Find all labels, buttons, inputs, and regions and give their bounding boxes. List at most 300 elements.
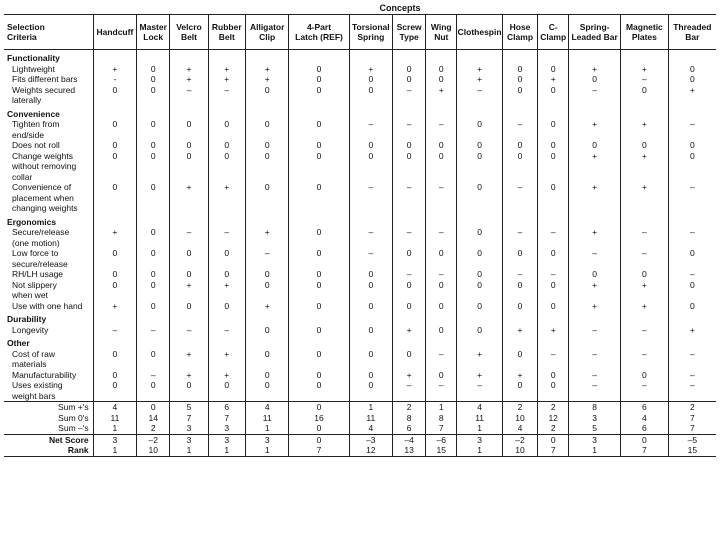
rating-cell: 0 [349, 269, 393, 280]
rating-cell: 0 [569, 74, 621, 85]
rating-cell: – [426, 380, 457, 402]
rating-cell: + [170, 370, 208, 381]
sum-cell: 8 [393, 413, 426, 424]
rating-cell: + [569, 227, 621, 248]
criterion-label: Weights secured laterally [12, 84, 76, 105]
sum-cell: 1 [93, 423, 137, 434]
rating-cell: + [621, 64, 669, 75]
empty-cell [393, 106, 426, 120]
empty-cell [426, 311, 457, 325]
rating-cell: 0 [538, 380, 569, 402]
rating-cell: + [457, 349, 503, 370]
empty-cell [289, 214, 349, 228]
rating-cell: 0 [668, 280, 716, 301]
rating-cell: 0 [538, 370, 569, 381]
rating-cell: 0 [170, 151, 208, 183]
empty-cell [93, 311, 137, 325]
rating-cell: 0 [668, 74, 716, 85]
rating-cell: 0 [502, 140, 537, 151]
rating-cell: – [502, 269, 537, 280]
empty-cell [170, 50, 208, 64]
rating-cell: 0 [502, 85, 537, 106]
matrix-body [4, 50, 716, 457]
rating-cell: + [457, 64, 503, 75]
rating-cell: + [208, 64, 245, 75]
category-label: Durability [7, 314, 47, 324]
sum-cell: 3 [569, 413, 621, 424]
rating-cell: 0 [170, 301, 208, 312]
rating-cell: + [621, 301, 669, 312]
rating-cell: 0 [457, 269, 503, 280]
rating-cell: 0 [393, 151, 426, 183]
category-label: Ergonomics [7, 216, 57, 227]
criterion-label: Change weights without removing collar [12, 150, 77, 182]
selection-criteria-header: Selection Criteria [4, 15, 93, 50]
rating-cell: – [393, 85, 426, 106]
rating-cell: 0 [245, 140, 289, 151]
empty-cell [668, 335, 716, 349]
rating-cell: + [208, 280, 245, 301]
rating-cell: – [208, 85, 245, 106]
rating-cell: 0 [426, 280, 457, 301]
rating-cell: + [208, 74, 245, 85]
rating-cell: 0 [245, 182, 289, 214]
rating-cell: 0 [393, 140, 426, 151]
rating-cell: 0 [538, 280, 569, 301]
empty-cell [668, 106, 716, 120]
criterion-row [4, 269, 716, 280]
net-score-label: Net Score [4, 434, 93, 445]
rating-cell: 0 [137, 380, 170, 402]
rating-cell: + [208, 349, 245, 370]
rating-cell: - [93, 74, 137, 85]
rating-cell: 0 [289, 182, 349, 214]
rating-cell: + [569, 301, 621, 312]
sum-cell: 6 [621, 423, 669, 434]
rating-cell: 0 [93, 280, 137, 301]
rating-cell: – [668, 349, 716, 370]
rating-cell: 0 [426, 370, 457, 381]
empty-cell [349, 335, 393, 349]
criterion-row [4, 380, 716, 402]
concept-header: Velcro Belt [170, 15, 208, 50]
sum-cell: 1 [349, 402, 393, 413]
sum-cell: 6 [208, 402, 245, 413]
concept-header: Rubber Belt [208, 15, 245, 50]
empty-cell [457, 50, 503, 64]
empty-cell [349, 106, 393, 120]
rating-cell: 0 [538, 140, 569, 151]
category-label: Other [7, 338, 30, 348]
rating-cell: + [668, 325, 716, 336]
category-label: Convenience [7, 108, 60, 119]
sum-cell: 1 [457, 423, 503, 434]
rating-cell: 0 [93, 140, 137, 151]
criterion-label: Lightweight [12, 63, 56, 74]
empty-cell [289, 106, 349, 120]
rating-cell: 0 [538, 248, 569, 269]
sum-cell: 2 [538, 402, 569, 413]
empty-cell [621, 335, 669, 349]
rating-cell: + [93, 301, 137, 312]
rating-cell: + [502, 325, 537, 336]
rating-cell: + [457, 74, 503, 85]
concept-header: Hose Clamp [502, 15, 537, 50]
empty-cell [137, 50, 170, 64]
net-score-cell: 3 [245, 434, 289, 445]
rating-cell: + [569, 151, 621, 183]
rating-cell: + [208, 370, 245, 381]
empty-cell [426, 50, 457, 64]
criterion-row [4, 349, 716, 370]
sum-cell: 2 [137, 423, 170, 434]
criterion-label: Does not roll [12, 140, 60, 150]
rating-cell: 0 [93, 182, 137, 214]
rating-cell: 0 [668, 151, 716, 183]
empty-cell [538, 335, 569, 349]
empty-cell [289, 335, 349, 349]
sum-cell: 2 [668, 402, 716, 413]
rating-cell: 0 [289, 64, 349, 75]
concept-header: Spring- Leaded Bar [569, 15, 621, 50]
rating-cell: – [426, 182, 457, 214]
empty-cell [621, 214, 669, 228]
rank-cell: 10 [137, 445, 170, 456]
rating-cell: 0 [349, 140, 393, 151]
rating-cell: 0 [457, 119, 503, 140]
sum-row [4, 413, 716, 424]
rating-cell: 0 [208, 269, 245, 280]
header-row [4, 15, 716, 50]
concept-header: Alligator Clip [245, 15, 289, 50]
concept-header: Screw Type [393, 15, 426, 50]
rating-cell: 0 [93, 380, 137, 402]
empty-cell [137, 106, 170, 120]
rating-cell: 0 [569, 269, 621, 280]
criterion-label: Use with one hand [12, 300, 83, 311]
empty-cell [208, 214, 245, 228]
rating-cell: – [457, 380, 503, 402]
criterion-row [4, 248, 716, 269]
net-score-cell: –4 [393, 434, 426, 445]
empty-cell [245, 50, 289, 64]
rating-cell: + [208, 182, 245, 214]
net-score-cell: 3 [93, 434, 137, 445]
criterion-label: Secure/release (one motion) [12, 227, 70, 248]
rating-cell: 0 [426, 151, 457, 183]
rating-cell: 0 [393, 74, 426, 85]
rating-cell: 0 [457, 227, 503, 248]
sum-cell: 4 [457, 402, 503, 413]
rating-cell: + [426, 85, 457, 106]
rating-cell: 0 [208, 248, 245, 269]
rating-cell: + [245, 64, 289, 75]
rating-cell: 0 [245, 119, 289, 140]
rating-cell: 0 [538, 151, 569, 183]
empty-cell [569, 214, 621, 228]
rank-cell: 7 [621, 445, 669, 456]
rating-cell: 0 [289, 248, 349, 269]
rank-cell: 15 [668, 445, 716, 456]
concept-selection-matrix [4, 14, 716, 457]
empty-cell [538, 50, 569, 64]
rating-cell: 0 [170, 140, 208, 151]
empty-cell [349, 214, 393, 228]
empty-cell [457, 214, 503, 228]
empty-cell [245, 335, 289, 349]
sum-cell: 5 [569, 423, 621, 434]
rating-cell: 0 [426, 74, 457, 85]
rating-cell: – [393, 227, 426, 248]
rating-cell: 0 [349, 325, 393, 336]
rating-cell: 0 [349, 151, 393, 183]
category-row [4, 50, 716, 64]
rating-cell: 0 [426, 301, 457, 312]
empty-cell [349, 311, 393, 325]
sum-cell: 3 [170, 423, 208, 434]
rating-cell: – [502, 227, 537, 248]
rating-cell: + [349, 64, 393, 75]
rank-cell: 1 [208, 445, 245, 456]
rating-cell: 0 [502, 74, 537, 85]
rating-cell: – [393, 119, 426, 140]
rating-cell: 0 [621, 370, 669, 381]
empty-cell [208, 311, 245, 325]
rating-cell: 0 [393, 349, 426, 370]
category-row [4, 311, 716, 325]
net-score-row [4, 434, 716, 445]
rating-cell: 0 [137, 227, 170, 248]
rating-cell: 0 [349, 280, 393, 301]
rating-cell: 0 [502, 380, 537, 402]
rating-cell: 0 [137, 248, 170, 269]
rating-cell: 0 [393, 248, 426, 269]
rating-cell: 0 [289, 74, 349, 85]
rating-cell: 0 [208, 301, 245, 312]
empty-cell [245, 106, 289, 120]
rating-cell: 0 [457, 140, 503, 151]
rating-cell: – [393, 182, 426, 214]
rating-cell: 0 [668, 64, 716, 75]
empty-cell [538, 311, 569, 325]
rating-cell: 0 [289, 280, 349, 301]
rating-cell: + [93, 227, 137, 248]
rating-cell: + [393, 325, 426, 336]
empty-cell [170, 311, 208, 325]
rating-cell: 0 [170, 119, 208, 140]
rating-cell: + [621, 280, 669, 301]
empty-cell [668, 50, 716, 64]
empty-cell [502, 311, 537, 325]
rank-cell: 13 [393, 445, 426, 456]
empty-cell [289, 50, 349, 64]
rating-cell: 0 [457, 301, 503, 312]
sum-cell: 4 [502, 423, 537, 434]
rank-cell: 7 [538, 445, 569, 456]
criterion-label: Convenience of placement when changing weights [12, 182, 78, 213]
rating-cell: + [621, 151, 669, 183]
sum-cell: 14 [137, 413, 170, 424]
sum-cell: 5 [170, 402, 208, 413]
rank-row [4, 445, 716, 456]
rating-cell: + [170, 280, 208, 301]
concept-header: Magnetic Plates [621, 15, 669, 50]
empty-cell [457, 106, 503, 120]
concept-header: C- Clamp [538, 15, 569, 50]
rating-cell: – [393, 380, 426, 402]
criterion-row [4, 119, 716, 140]
rating-cell: 0 [393, 64, 426, 75]
rating-cell: 0 [289, 119, 349, 140]
rating-cell: – [426, 269, 457, 280]
sum-cell: 7 [208, 413, 245, 424]
rating-cell: 0 [137, 64, 170, 75]
rating-cell: + [621, 182, 669, 214]
rating-cell: – [668, 370, 716, 381]
net-score-cell: 0 [289, 434, 349, 445]
empty-cell [349, 50, 393, 64]
rating-cell: 0 [137, 280, 170, 301]
sum-cell: 7 [426, 423, 457, 434]
rating-cell: + [93, 64, 137, 75]
criterion-label: RH/LH usage [12, 269, 64, 279]
rating-cell: 0 [502, 280, 537, 301]
rating-cell: – [349, 119, 393, 140]
rating-cell: 0 [208, 380, 245, 402]
rating-cell: + [538, 325, 569, 336]
rating-cell: – [208, 227, 245, 248]
sum-cell: 2 [502, 402, 537, 413]
rating-cell: – [668, 227, 716, 248]
rating-cell: 0 [245, 325, 289, 336]
rating-cell: 0 [538, 85, 569, 106]
sum-cell: 4 [245, 402, 289, 413]
rating-cell: 0 [289, 151, 349, 183]
empty-cell [93, 50, 137, 64]
rating-cell: 0 [426, 325, 457, 336]
rating-cell: – [502, 182, 537, 214]
empty-cell [621, 50, 669, 64]
criterion-label: Uses existing weight bars [12, 380, 63, 401]
rating-cell: – [137, 325, 170, 336]
sum-cell: 4 [621, 413, 669, 424]
empty-cell [426, 214, 457, 228]
empty-cell [393, 335, 426, 349]
rating-cell: 0 [137, 74, 170, 85]
rating-cell: 0 [245, 280, 289, 301]
rating-cell: – [349, 227, 393, 248]
rating-cell: 0 [569, 140, 621, 151]
criterion-label: Not slippery when wet [12, 279, 57, 300]
net-score-cell: 3 [208, 434, 245, 445]
criterion-row [4, 227, 716, 248]
empty-cell [569, 335, 621, 349]
rating-cell: 0 [457, 325, 503, 336]
rating-cell: + [569, 182, 621, 214]
rating-cell: – [426, 119, 457, 140]
rating-cell: – [668, 119, 716, 140]
empty-cell [621, 106, 669, 120]
net-score-cell: –2 [502, 434, 537, 445]
rating-cell: + [538, 74, 569, 85]
rating-cell: 0 [137, 151, 170, 183]
concepts-title: Concepts [379, 3, 421, 13]
criterion-row [4, 301, 716, 312]
empty-cell [569, 106, 621, 120]
sum-cell: 12 [538, 413, 569, 424]
rank-cell: 10 [502, 445, 537, 456]
concept-header: 4-Part Latch (REF) [289, 15, 349, 50]
rank-cell: 7 [289, 445, 349, 456]
rating-cell: 0 [289, 269, 349, 280]
empty-cell [621, 311, 669, 325]
net-score-cell: 0 [621, 434, 669, 445]
rating-cell: 0 [93, 349, 137, 370]
empty-cell [426, 335, 457, 349]
sum-cell: 4 [349, 423, 393, 434]
concept-header: Master Lock [137, 15, 170, 50]
sum-label: Sum +'s [4, 402, 93, 413]
rating-cell: 0 [93, 269, 137, 280]
criterion-label: Manufacturability [12, 369, 77, 380]
rating-cell: 0 [621, 85, 669, 106]
rating-cell: + [569, 119, 621, 140]
empty-cell [137, 214, 170, 228]
rating-cell: + [502, 370, 537, 381]
rating-cell: 0 [245, 85, 289, 106]
rating-cell: 0 [170, 380, 208, 402]
category-row [4, 335, 716, 349]
empty-cell [538, 106, 569, 120]
rating-cell: 0 [137, 119, 170, 140]
rating-cell: + [569, 280, 621, 301]
net-score-cell: –5 [668, 434, 716, 445]
empty-cell [170, 106, 208, 120]
rating-cell: 0 [538, 119, 569, 140]
rank-cell: 1 [170, 445, 208, 456]
rating-cell: + [170, 182, 208, 214]
empty-cell [170, 335, 208, 349]
sum-cell: 2 [538, 423, 569, 434]
empty-cell [668, 311, 716, 325]
empty-cell [289, 311, 349, 325]
net-score-cell: –6 [426, 434, 457, 445]
empty-cell [393, 311, 426, 325]
rating-cell: – [621, 74, 669, 85]
concept-header: Threaded Bar [668, 15, 716, 50]
sum-cell: 7 [170, 413, 208, 424]
rating-cell: 0 [289, 140, 349, 151]
rating-cell: 0 [426, 64, 457, 75]
rating-cell: 0 [93, 151, 137, 183]
rating-cell: 0 [668, 140, 716, 151]
sum-cell: 0 [289, 402, 349, 413]
rating-cell: 0 [668, 301, 716, 312]
empty-cell [569, 50, 621, 64]
empty-cell [137, 311, 170, 325]
rating-cell: 0 [349, 380, 393, 402]
empty-cell [245, 214, 289, 228]
rating-cell: + [457, 370, 503, 381]
net-score-cell: 0 [538, 434, 569, 445]
rating-cell: – [426, 349, 457, 370]
criterion-row [4, 140, 716, 151]
net-score-cell: 3 [170, 434, 208, 445]
rank-cell: 1 [457, 445, 503, 456]
rating-cell: + [569, 64, 621, 75]
rating-cell: – [621, 325, 669, 336]
rating-cell: + [170, 64, 208, 75]
